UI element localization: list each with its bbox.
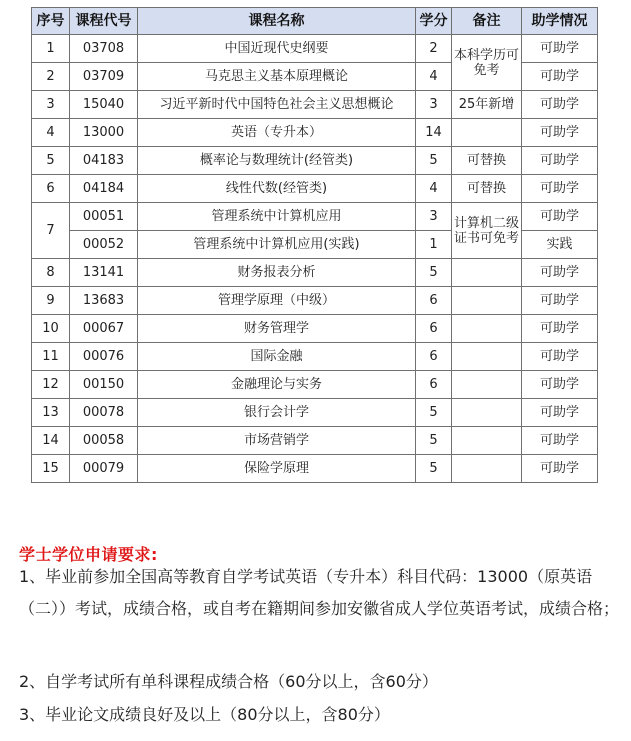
- row-aid: 可助学: [522, 455, 598, 483]
- table-row: [32, 371, 598, 399]
- row-no: 7: [32, 203, 70, 259]
- row-credit: 5: [416, 455, 452, 483]
- row-credit: 14: [416, 119, 452, 147]
- row-aid: 可助学: [522, 147, 598, 175]
- row-code: 00058: [70, 427, 138, 455]
- row-no: 6: [32, 175, 70, 203]
- table-row: [32, 119, 598, 147]
- course-table: [31, 7, 598, 483]
- row-note-merged: 计算机二级证书可免考: [452, 203, 522, 259]
- row-name: 银行会计学: [138, 399, 416, 427]
- row-no: 10: [32, 315, 70, 343]
- row-credit: 1: [416, 231, 452, 259]
- row-code: 00150: [70, 371, 138, 399]
- row-code: 03708: [70, 35, 138, 63]
- row-name: 管理学原理（中级）: [138, 287, 416, 315]
- header-aid: 助学情况: [522, 8, 598, 35]
- row-code: 00079: [70, 455, 138, 483]
- row-aid: 可助学: [522, 35, 598, 63]
- row-aid: 可助学: [522, 63, 598, 91]
- row-code: 00051: [70, 203, 138, 231]
- requirement-item-2: 2、自学考试所有单科课程成绩合格（60分以上，含60分）: [19, 672, 438, 691]
- row-credit: 6: [416, 287, 452, 315]
- row-name: 保险学原理: [138, 455, 416, 483]
- row-credit: 4: [416, 175, 452, 203]
- table-row: [32, 91, 598, 119]
- row-credit: 3: [416, 91, 452, 119]
- header-code: 课程代号: [70, 8, 138, 35]
- row-no: 3: [32, 91, 70, 119]
- row-name: 市场营销学: [138, 427, 416, 455]
- table-row: [32, 287, 598, 315]
- row-code: 03709: [70, 63, 138, 91]
- row-name: 管理系统中计算机应用: [138, 203, 416, 231]
- row-no: 1: [32, 35, 70, 63]
- header-note: 备注: [452, 8, 522, 35]
- table-row: [32, 399, 598, 427]
- row-aid: 可助学: [522, 259, 598, 287]
- row-name: 金融理论与实务: [138, 371, 416, 399]
- row-note-merged: 本科学历可免考: [452, 35, 522, 91]
- row-note: [452, 287, 522, 315]
- row-note: 可替换: [452, 175, 522, 203]
- table-row: [32, 175, 598, 203]
- row-credit: 5: [416, 147, 452, 175]
- row-aid: 可助学: [522, 119, 598, 147]
- row-code: 00052: [70, 231, 138, 259]
- row-note: [452, 259, 522, 287]
- table-row: [32, 455, 598, 483]
- row-name: 习近平新时代中国特色社会主义思想概论: [138, 91, 416, 119]
- header-row: [32, 8, 598, 35]
- row-name: 马克思主义基本原理概论: [138, 63, 416, 91]
- requirement-item-3: 3、毕业论文成绩良好及以上（80分以上，含80分）: [19, 705, 390, 724]
- row-code: 13141: [70, 259, 138, 287]
- row-credit: 5: [416, 259, 452, 287]
- row-note: 可替换: [452, 147, 522, 175]
- row-note: [452, 399, 522, 427]
- row-no: 8: [32, 259, 70, 287]
- row-name: 国际金融: [138, 343, 416, 371]
- row-aid: 可助学: [522, 175, 598, 203]
- row-no: 12: [32, 371, 70, 399]
- row-name: 概率论与数理统计(经管类): [138, 147, 416, 175]
- table-row: [32, 259, 598, 287]
- header-no: 序号: [32, 8, 70, 35]
- row-no: 15: [32, 455, 70, 483]
- row-aid: 可助学: [522, 427, 598, 455]
- row-credit: 6: [416, 343, 452, 371]
- row-credit: 4: [416, 63, 452, 91]
- row-credit: 5: [416, 427, 452, 455]
- requirement-item-1: 1、毕业前参加全国高等教育自学考试英语（专升本）科目代码：13000（原英语（二））考试，成绩合格，或自考在籍期间参加安徽省成人学位英语考试，成绩合格；: [19, 567, 620, 618]
- requirements-title: 学士学位申请要求:: [19, 545, 158, 564]
- row-note: [452, 315, 522, 343]
- row-aid: 可助学: [522, 371, 598, 399]
- row-aid: 可助学: [522, 315, 598, 343]
- row-name: 线性代数(经管类): [138, 175, 416, 203]
- row-note: 25年新增: [452, 91, 522, 119]
- table-row: [32, 147, 598, 175]
- row-code: 13000: [70, 119, 138, 147]
- row-name: 财务报表分析: [138, 259, 416, 287]
- row-no: 5: [32, 147, 70, 175]
- row-no: 9: [32, 287, 70, 315]
- row-no: 14: [32, 427, 70, 455]
- row-aid-practice: 实践: [522, 231, 598, 259]
- row-name: 中国近现代史纲要: [138, 35, 416, 63]
- row-code: 15040: [70, 91, 138, 119]
- row-note: [452, 455, 522, 483]
- row-aid: 可助学: [522, 399, 598, 427]
- table-row: [32, 35, 598, 63]
- row-credit: 2: [416, 35, 452, 63]
- row-code: 00078: [70, 399, 138, 427]
- header-name: 课程名称: [138, 8, 416, 35]
- row-name-practice: 管理系统中计算机应用(实践): [138, 231, 416, 259]
- row-credit: 3: [416, 203, 452, 231]
- row-note: [452, 371, 522, 399]
- row-no: 2: [32, 63, 70, 91]
- row-note: [452, 343, 522, 371]
- row-name: 英语（专升本）: [138, 119, 416, 147]
- table-row: [32, 427, 598, 455]
- row-code: 13683: [70, 287, 138, 315]
- row-no: 11: [32, 343, 70, 371]
- table-row: [32, 203, 598, 231]
- row-code: 00076: [70, 343, 138, 371]
- table-row: [32, 315, 598, 343]
- header-credit: 学分: [416, 8, 452, 35]
- row-name: 财务管理学: [138, 315, 416, 343]
- row-code: 04183: [70, 147, 138, 175]
- row-aid: 可助学: [522, 203, 598, 231]
- row-no: 13: [32, 399, 70, 427]
- row-credit: 6: [416, 315, 452, 343]
- row-aid: 可助学: [522, 343, 598, 371]
- row-credit: 6: [416, 371, 452, 399]
- row-note: [452, 427, 522, 455]
- row-credit: 5: [416, 399, 452, 427]
- row-no: 4: [32, 119, 70, 147]
- row-code: 00067: [70, 315, 138, 343]
- row-aid: 可助学: [522, 287, 598, 315]
- row-code: 04184: [70, 175, 138, 203]
- row-note: [452, 119, 522, 147]
- row-aid: 可助学: [522, 91, 598, 119]
- table-row: [32, 343, 598, 371]
